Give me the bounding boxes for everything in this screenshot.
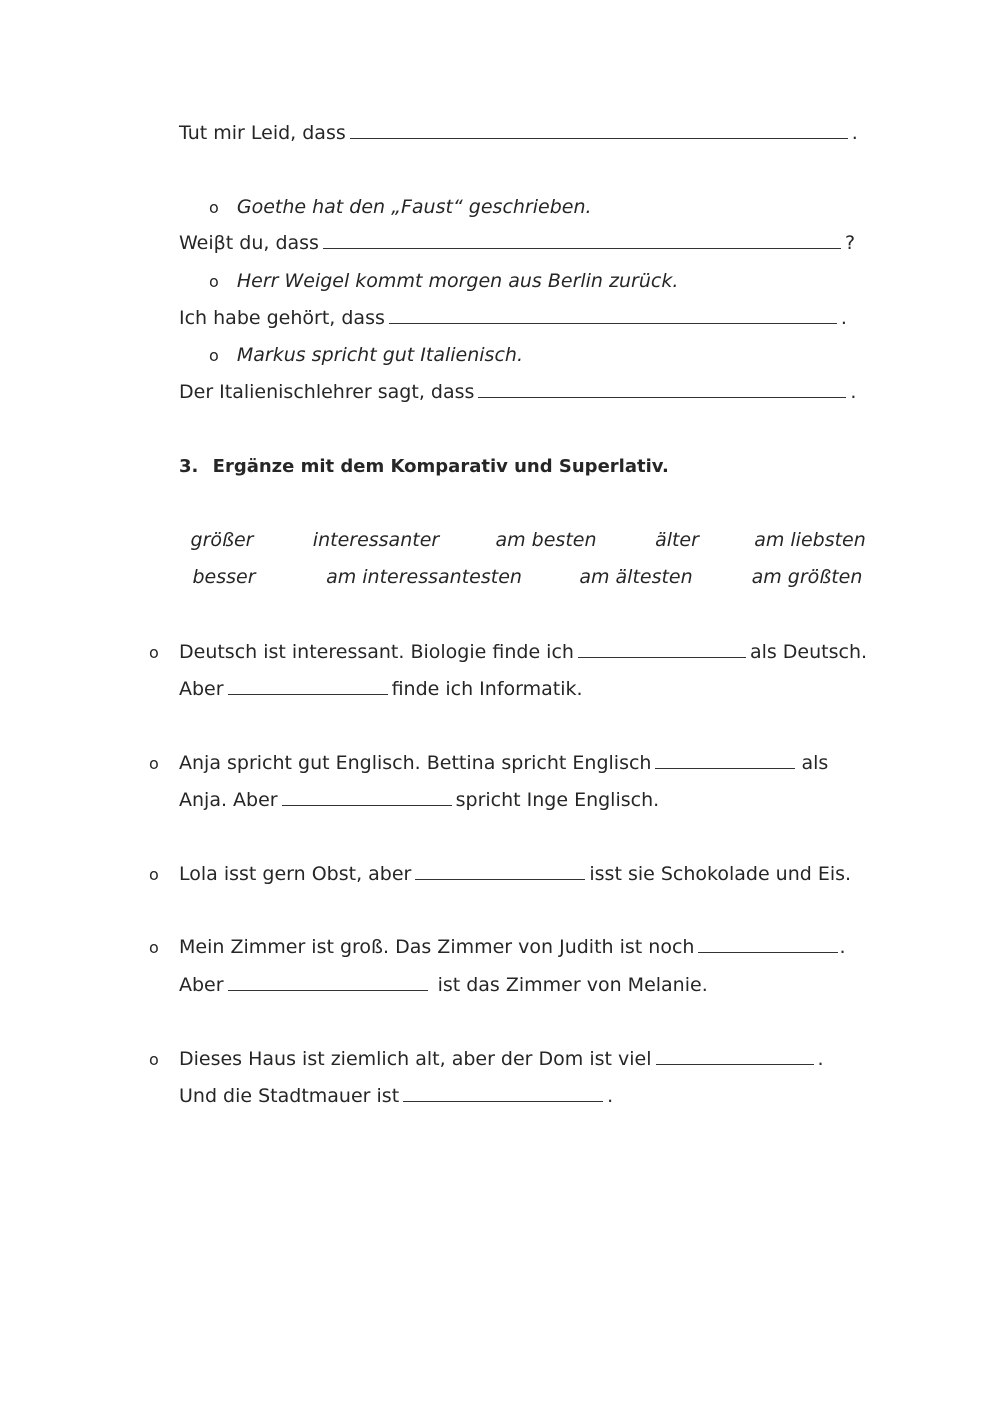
sentence-text: Mein Zimmer ist groß. Das Zimmer von Judith ist noch	[179, 936, 695, 958]
exercise-sentence-1a	[179, 643, 867, 662]
bullet-icon: o	[149, 865, 159, 884]
exercise-sentence-2b	[179, 791, 659, 810]
sentence-text: finde ich Informatik.	[391, 678, 583, 700]
exercise-number: 3.	[179, 456, 199, 477]
answer-blank[interactable]	[282, 791, 452, 806]
answer-blank[interactable]	[478, 383, 846, 398]
word-bank-item: am interessantesten	[326, 566, 522, 588]
sentence-text: Anja. Aber	[179, 789, 278, 811]
sentence-text: .	[607, 1085, 614, 1107]
bullet-icon: o	[149, 754, 159, 773]
sentence-text: Dieses Haus ist ziemlich alt, aber der Dom ist viel	[179, 1048, 652, 1070]
exercise-sentence-2a	[179, 754, 828, 773]
example-text: Goethe hat den „Faust“ geschrieben.	[236, 196, 592, 218]
sentence-prefix: Weiβt du, dass	[179, 232, 319, 254]
sentence-text: isst sie Schokolade und Eis.	[589, 863, 852, 885]
bullet-icon: o	[209, 272, 219, 291]
exercise-heading	[179, 458, 669, 476]
word-bank-item: besser	[192, 566, 256, 588]
word-bank-item: interessanter	[312, 529, 440, 551]
word-bank-item: am größten	[751, 566, 863, 588]
answer-blank[interactable]	[389, 309, 837, 324]
sentence-text: Aber	[179, 678, 224, 700]
example-text: Markus spricht gut Italienisch.	[236, 344, 523, 366]
sentence-text: spricht Inge Englisch.	[455, 789, 660, 811]
bullet-icon: o	[209, 346, 219, 365]
answer-blank[interactable]	[403, 1087, 603, 1102]
sentence-text: Anja spricht gut Englisch. Bettina spricht Englisch	[179, 752, 652, 774]
sentence-text: Aber	[179, 974, 224, 996]
exercise-sentence-3	[179, 865, 851, 884]
sentence-end: .	[850, 381, 857, 403]
bullet-icon: o	[149, 938, 159, 957]
sentence-end: .	[840, 307, 847, 329]
sentence-text: Lola isst gern Obst, aber	[179, 863, 412, 885]
sentence-prefix: Ich habe gehört, dass	[179, 307, 385, 329]
word-bank-item: älter	[655, 529, 699, 551]
exercise-sentence-4a	[179, 938, 846, 957]
exercise-title: Ergänze mit dem Komparativ und Superlativ.	[212, 456, 669, 477]
exercise-sentence-5a	[179, 1050, 824, 1069]
sentence-text: Und die Stadtmauer ist	[179, 1085, 400, 1107]
word-bank-item: größer	[190, 529, 254, 551]
word-bank-item: am ältesten	[579, 566, 693, 588]
example-text: Herr Weigel kommt morgen aus Berlin zurück.	[236, 270, 679, 292]
sentence-text: Deutsch ist interessant. Biologie finde ich	[179, 641, 574, 663]
word-bank-item: am besten	[495, 529, 597, 551]
exercise-sentence-1b	[179, 680, 583, 699]
sentence-text: .	[817, 1048, 824, 1070]
sentence-text: ist das Zimmer von Melanie.	[437, 974, 708, 996]
answer-blank[interactable]	[228, 680, 388, 695]
answer-blank[interactable]	[350, 124, 848, 139]
sentence-text: als	[801, 752, 829, 774]
sentence-line-2	[179, 234, 855, 253]
answer-blank[interactable]	[323, 234, 841, 249]
bullet-icon: o	[149, 1050, 159, 1069]
word-bank-item: am liebsten	[754, 529, 866, 551]
example-item-3	[209, 346, 523, 365]
answer-blank[interactable]	[578, 643, 746, 658]
answer-blank[interactable]	[655, 754, 795, 769]
example-item-1	[209, 198, 592, 217]
answer-blank[interactable]	[415, 865, 585, 880]
exercise-sentence-4b	[179, 976, 708, 995]
answer-blank[interactable]	[228, 976, 428, 991]
sentence-text: .	[839, 936, 846, 958]
sentence-line-3	[179, 309, 847, 328]
exercise-sentence-5b	[179, 1087, 613, 1106]
sentence-end: ?	[844, 232, 856, 254]
answer-blank[interactable]	[698, 938, 838, 953]
bullet-icon: o	[149, 643, 159, 662]
sentence-line-4	[179, 383, 856, 402]
example-item-2	[209, 272, 678, 291]
sentence-line-1	[179, 124, 858, 143]
sentence-prefix: Tut mir Leid, dass	[179, 122, 346, 144]
sentence-end: .	[851, 122, 858, 144]
sentence-text: als Deutsch.	[749, 641, 868, 663]
bullet-icon: o	[209, 198, 219, 217]
answer-blank[interactable]	[656, 1050, 814, 1065]
sentence-prefix: Der Italienischlehrer sagt, dass	[179, 381, 475, 403]
